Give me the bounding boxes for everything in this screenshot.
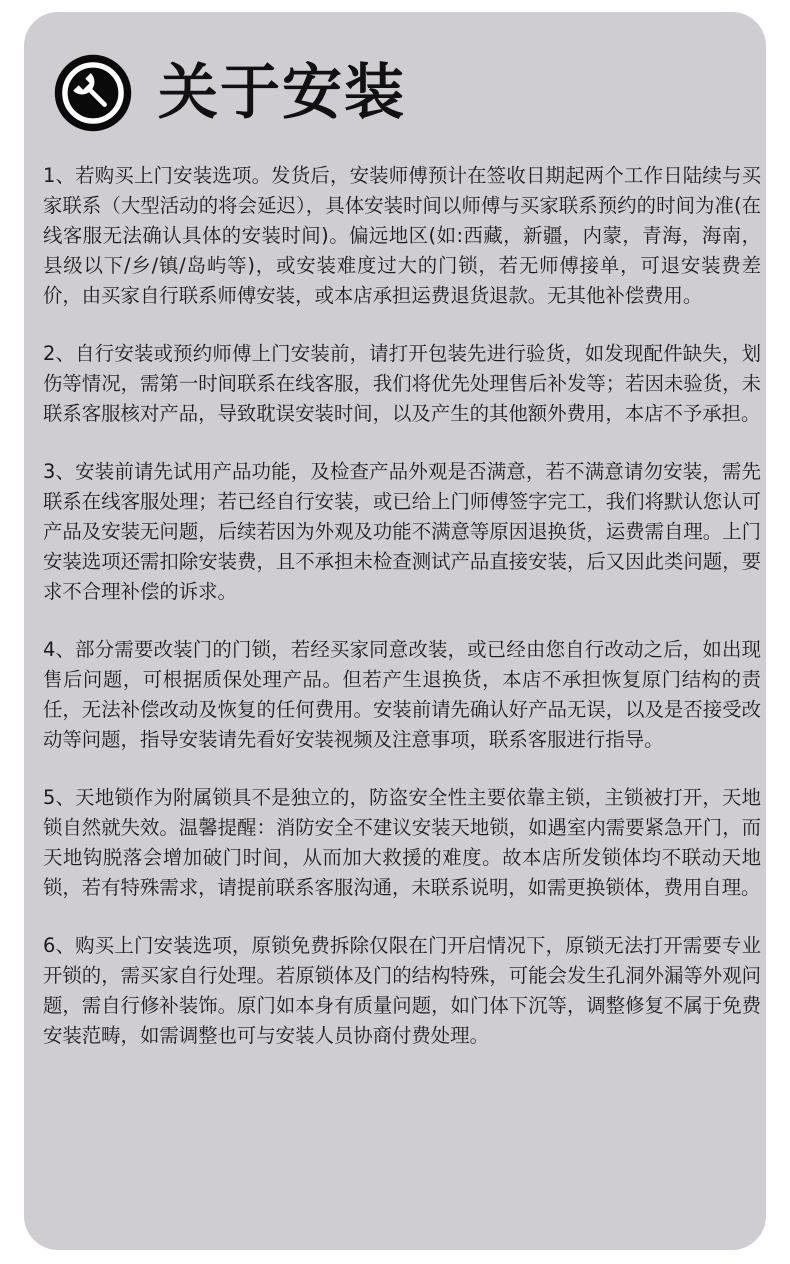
notice-item-5: 5、天地锁作为附属锁具不是独立的，防盗安全性主要依靠主锁，主锁被打开，天地锁自然就失效。温馨提醒：消防安全不建议安装天地锁，如遇室内需要紧急开门，而天地钩脱落会增加破门时间，从而加大救援的难度。故本店所发锁体均不联动天地锁，若有特殊需求，请提前联系客服沟通，未联系说明，如需更换锁体，费用自理。: [43, 786, 761, 899]
notice-item-4: 4、部分需要改装门的门锁，若经买家同意改装，或已经由您自行改动之后，如出现售后问题，可根据质保处理产品。但若产生退换货，本店不承担恢复原门结构的责任，无法补偿改动及恢复的任何费用。安装前请先确认好产品无误，以及是否接受改动等问题，指导安装请先看好安装视频及注意事项，联系客服进行指导。: [43, 638, 761, 751]
notice-item-2: 2、自行安装或预约师傅上门安装前，请打开包装先进行验货，如发现配件缺失，划伤等情况，需第一时间联系在线客服，我们将优先处理售后补发等；若因未验货，未联系客服核对产品，导致耽误安装时间，以及产生的其他额外费用，本店不予承担。: [43, 342, 761, 425]
notice-sections: [43, 161, 761, 1079]
installation-notice-card: [24, 12, 766, 1250]
notice-item-3: 3、安装前请先试用产品功能，及检查产品外观是否满意，若不满意请勿安装，需先联系在线客服处理；若已经自行安装，或已给上门师傅签字完工，我们将默认您认可产品及安装无问题，后续若因为外观及功能不满意等原因退换货，运费需自理。上门安装选项还需扣除安装费，且不承担未检查测试产品直接安装，后又因此类问题，要求不合理补偿的诉求。: [43, 460, 761, 603]
notice-item-1: 1、若购买上门安装选项。发货后，安装师傅预计在签收日期起两个工作日陆续与买家联系（大型活动的将会延迟），具体安装时间以师傅与买家联系预约的时间为准(在线客服无法确认具体的安装时间)。偏远地区(如:西藏，新疆，内蒙，青海，海南，县级以下/乡/镇/岛屿等)，或安装难度过大的门锁，若无师傅接单，可退安装费差价，由买家自行联系师傅安装，或本店承担运费退货退款。无其他补偿费用。: [43, 164, 761, 307]
page-title: 关于安装: [158, 58, 406, 128]
wrench-icon: [54, 54, 132, 132]
notice-item-6: 6、购买上门安装选项，原锁免费拆除仅限在门开启情况下，原锁无法打开需要专业开锁的，需买家自行处理。若原锁体及门的结构特殊，可能会发生孔洞外漏等外观问题，需自行修补装饰。原门如本身有质量问题，如门体下沉等，调整修复不属于免费安装范畴，如需调整也可与安装人员协商付费处理。: [43, 934, 761, 1047]
notice-header: [54, 54, 406, 132]
